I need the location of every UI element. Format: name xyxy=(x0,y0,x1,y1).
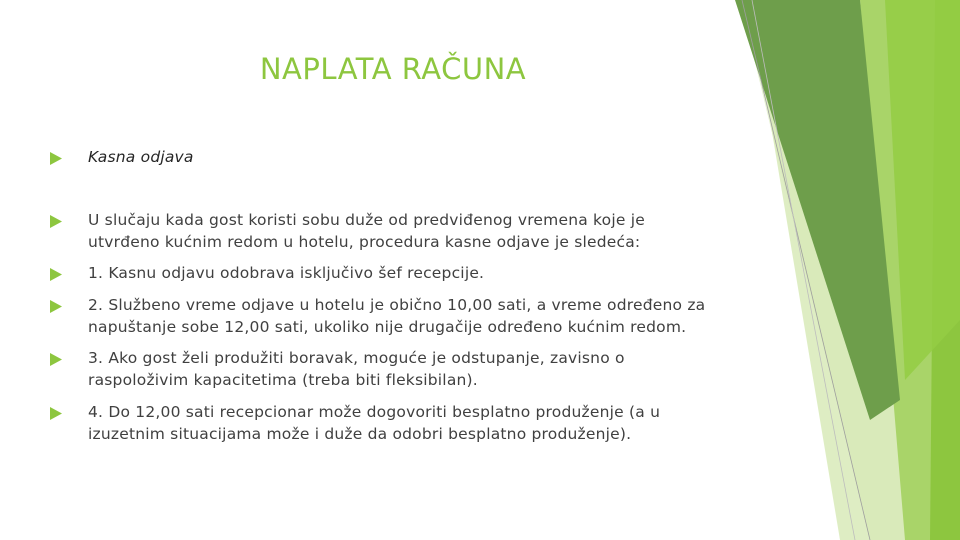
bullet-text: 1. Kasnu odjavu odobrava isključivo šef recepcije. xyxy=(88,264,485,282)
bullet-text: Kasna odjava xyxy=(88,148,194,166)
bullet-text: 4. Do 12,00 sati recepcionar može dogovoriti besplatno produženje (a u izuzetnim situacijama može i duže da odobri besplatno produženje). xyxy=(88,403,661,443)
right-triangle-icon xyxy=(50,294,88,317)
right-triangle-icon xyxy=(50,209,88,232)
list-item xyxy=(50,347,740,391)
right-triangle-icon xyxy=(50,146,88,169)
list-item xyxy=(50,146,740,169)
list-item xyxy=(50,262,740,285)
list-item xyxy=(50,294,740,338)
right-triangle-icon xyxy=(50,347,88,370)
list-item xyxy=(50,209,740,253)
list-item xyxy=(50,401,740,445)
bullet-text: 2. Službeno vreme odjave u hotelu je obično 10,00 sati, a vreme određeno za napuštanje sobe 12,00 sati, ukoliko nije drugačije određeno kućnim redom. xyxy=(88,296,706,336)
bullet-text: 3. Ako gost želi produžiti boravak, moguće je odstupanje, zavisno o raspoloživim kapacitetima (treba biti fleksibilan). xyxy=(88,349,625,389)
bullet-text: U slučaju kada gost koristi sobu duže od predviđenog vremena koje je utvrđeno kućnim redom u hotelu, procedura kasne odjave je sledeća: xyxy=(88,211,645,251)
page-title: NAPLATA RAČUNA xyxy=(259,52,527,86)
right-triangle-icon xyxy=(50,262,88,285)
right-triangle-icon xyxy=(50,401,88,424)
